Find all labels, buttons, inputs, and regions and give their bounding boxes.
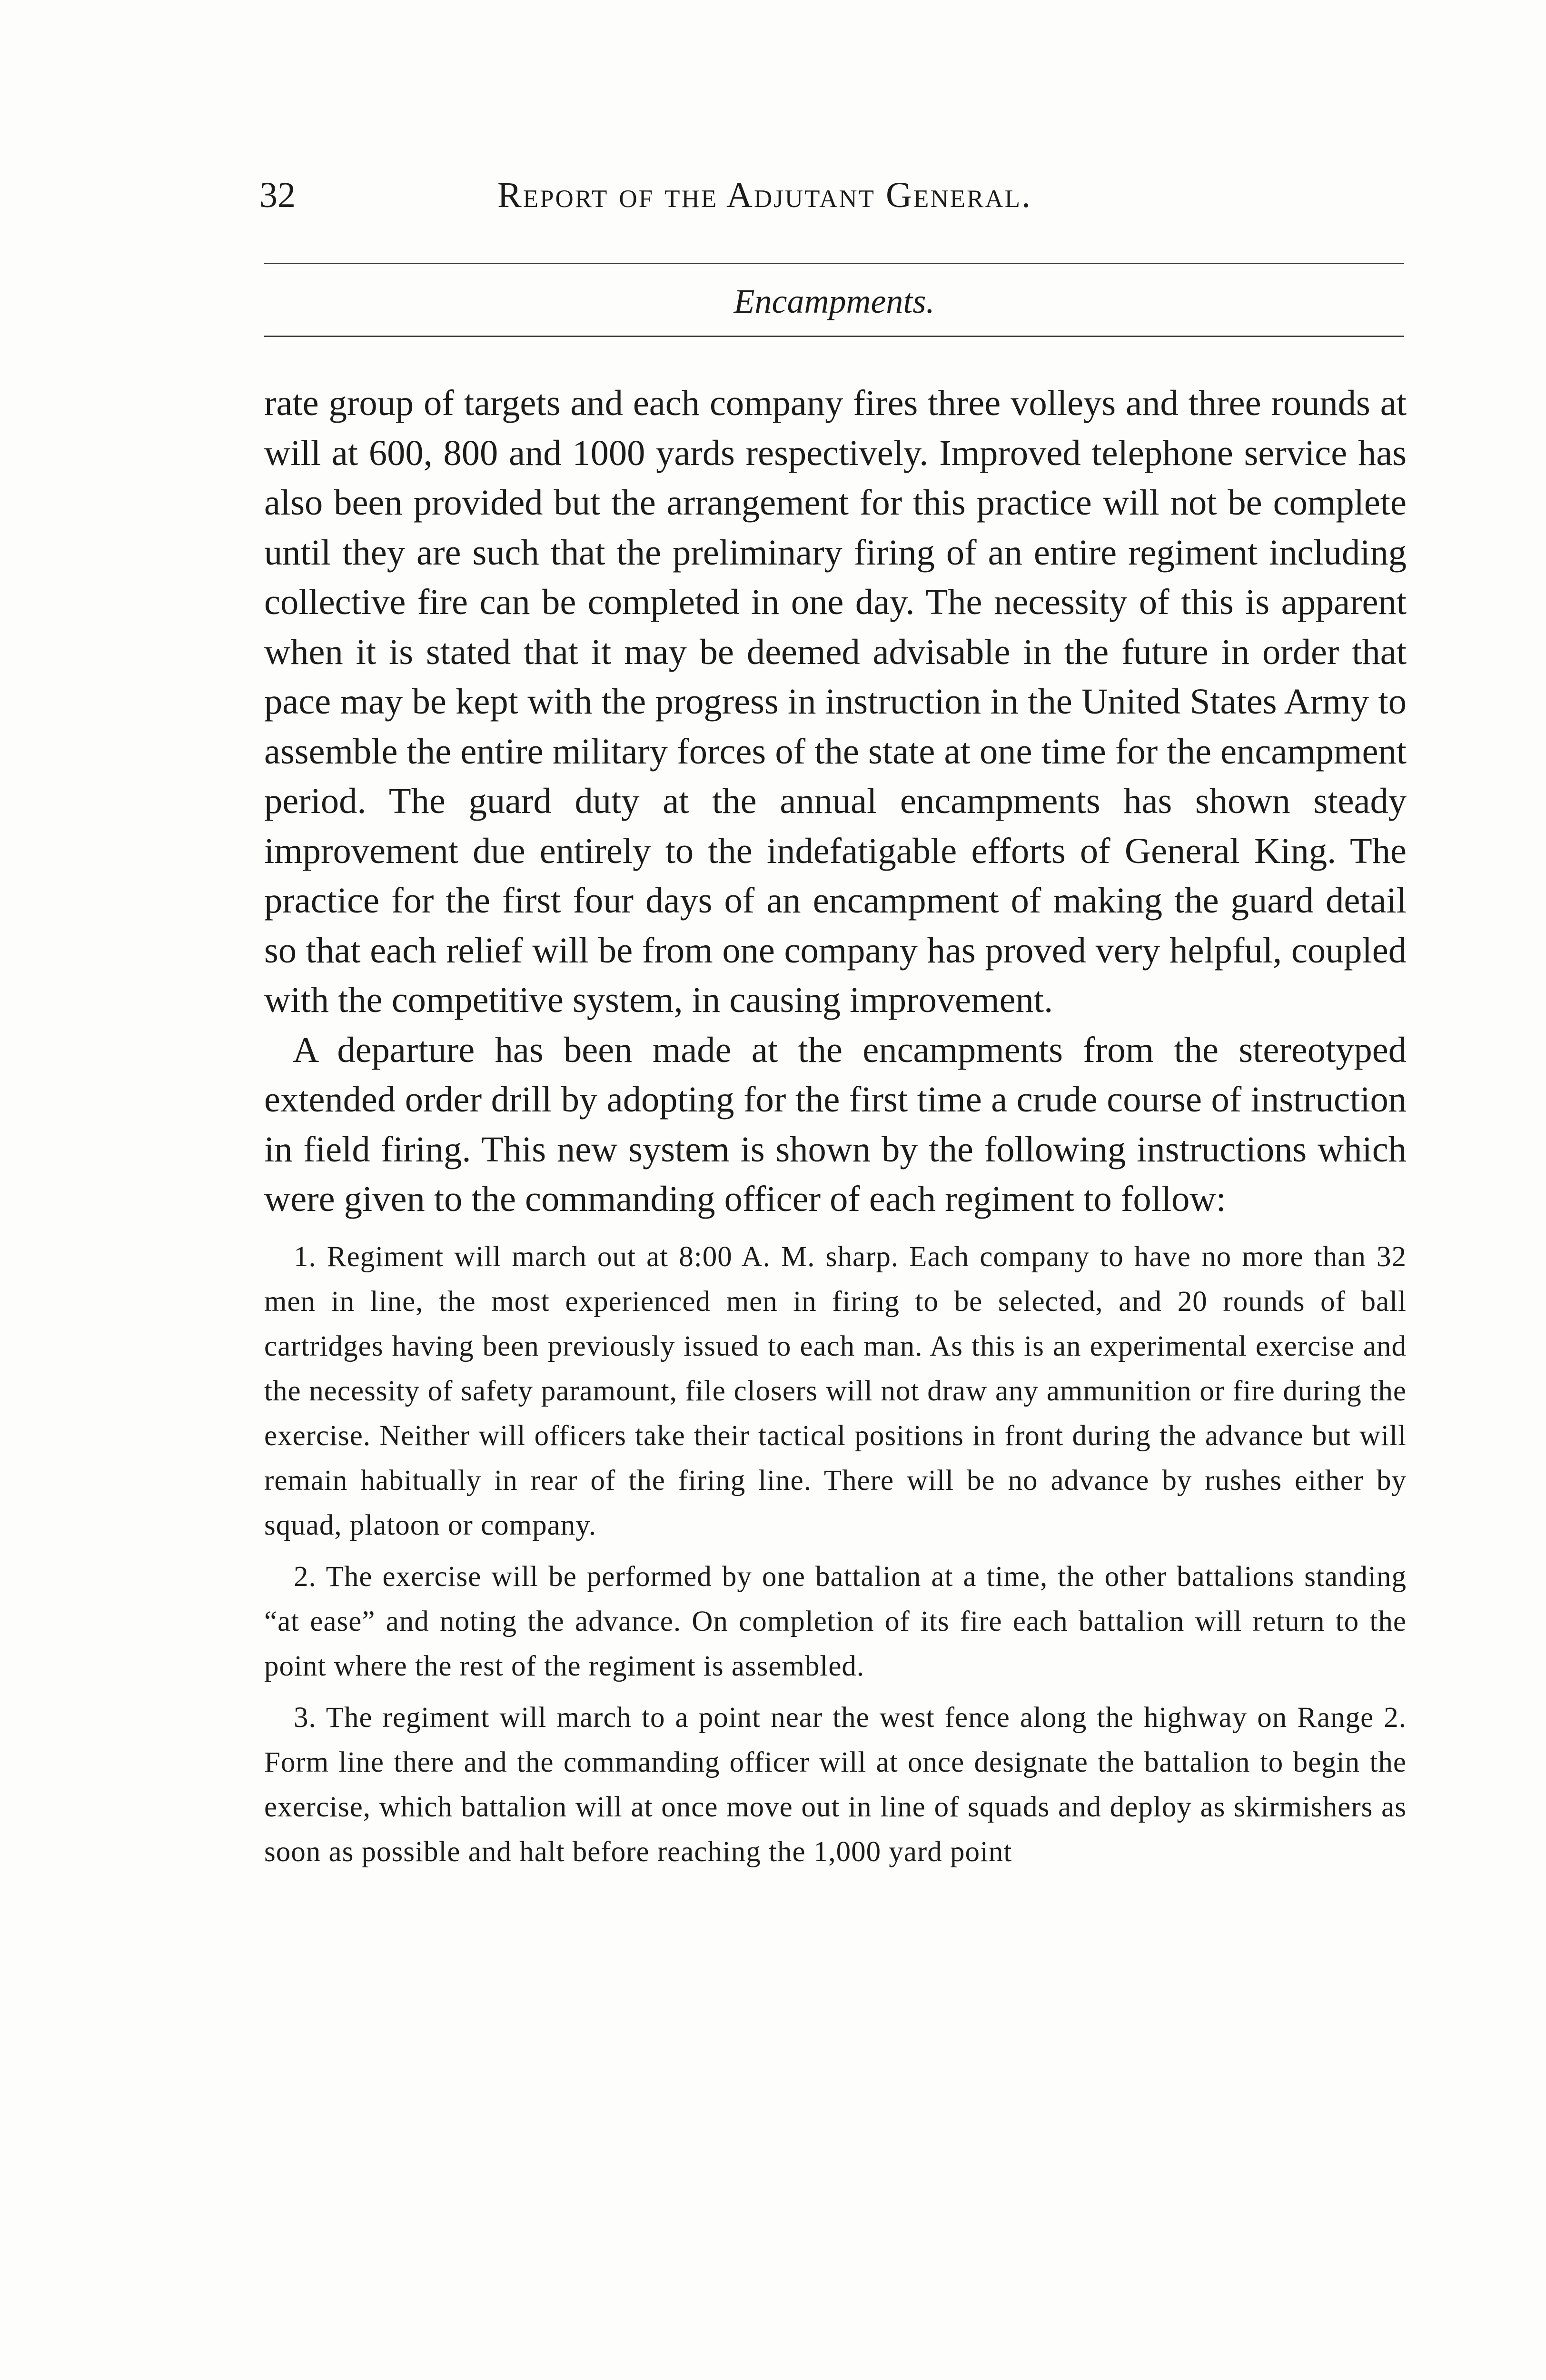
instruction-item: 1. Regiment will march out at 8:00 A. M. sharp. Each company to have no more than 32 men in line, the most experienced men in firing to be selected, and 20 rounds of ball cartridges having been previously issued to each man. As this is an experimental exercise and the necessity of safety paramount, file closers will not draw any ammunition or fire during the exercise. Neither will officers take their tactical positions in front during the advance but will remain habitually in rear of the firing line. There will be no advance by rushes either by squad, platoon or company. <box>264 1240 1407 1541</box>
section-title: Encampments. <box>733 282 935 320</box>
instruction-item: 3. The regiment will march to a point near the west fence along the highway on Range 2. Form line there and the commanding officer will at once designate the battalion to begin the exercise, which battalion will at once move out in line of squads and deploy as skirmishers as soon as possible and halt before reaching the 1,000 yard point <box>264 1701 1407 1868</box>
body-text <box>264 378 1407 1881</box>
running-title: Report of the Adjutant General. <box>497 175 1032 215</box>
page-header <box>259 169 1402 226</box>
instructions-list <box>264 1235 1407 1874</box>
paragraph-field-firing: A departure has been made at the encampments from the stereotyped extended order drill by adopting for the first time a crude course of instruction in field firing. This new system is shown by the following instructions which were given to the commanding officer of each regiment to follow: <box>264 1029 1407 1219</box>
header-rule-bottom <box>264 336 1404 337</box>
header-rule-top <box>264 263 1404 264</box>
paragraph-continuation: rate group of targets and each company fires three volleys and three rounds at will at 600, 800 and 1000 yards respectively. Improved telephone service has also been provided but the arrangement for this practice will not be complete until they are such that the preliminary firing of an entire regiment including collective fire can be completed in one day. The necessity of this is apparent when it is stated that it may be deemed advisable in the future in order that pace may be kept with the progress in instruction in the United States Army to assemble the entire military forces of the state at one time for the encampment period. The guard duty at the annual encampments has shown steady improvement due entirely to the indefatigable efforts of General King. The practice for the first four days of an encampment of making the guard detail so that each relief will be from one company has proved very helpful, coupled with the competitive system, in causing improvement. <box>264 383 1407 1020</box>
instruction-item: 2. The exercise will be performed by one battalion at a time, the other battalions standing “at ease” and noting the advance. On completion of its fire each battalion will return to the point where the rest of the regiment is assembled. <box>264 1560 1407 1682</box>
page-number: 32 <box>259 175 296 215</box>
